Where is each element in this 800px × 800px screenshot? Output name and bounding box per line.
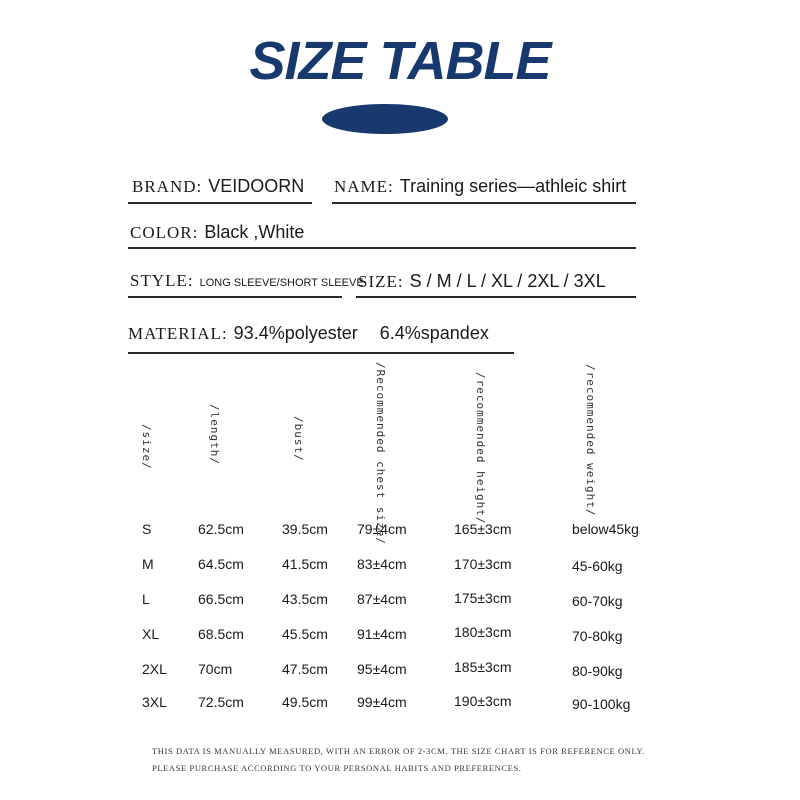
table-cell-length: 62.5cm xyxy=(198,521,244,537)
name-underline xyxy=(332,202,636,204)
style-field xyxy=(130,271,364,291)
title-decoration-oval xyxy=(322,104,448,134)
table-cell-bust: 45.5cm xyxy=(282,626,328,642)
header-weight: /recommended weight/ xyxy=(584,364,597,517)
size-value: S / M / L / XL / 2XL / 3XL xyxy=(409,271,606,291)
table-cell-length: 66.5cm xyxy=(198,591,244,607)
material-field xyxy=(128,323,489,344)
table-cell-length: 68.5cm xyxy=(198,626,244,642)
material-label: MATERIAL: xyxy=(128,324,228,343)
header-chest-size: /Recommended chest size/ xyxy=(374,362,387,545)
size-field xyxy=(358,271,606,292)
size-underline xyxy=(356,296,636,298)
table-cell-size: S xyxy=(142,521,152,537)
color-value: Black ,White xyxy=(204,222,305,242)
table-cell-height: 170±3cm xyxy=(454,556,512,572)
table-cell-size: M xyxy=(142,556,154,572)
table-cell-height: 175±3cm xyxy=(454,590,512,606)
header-bust: /bust/ xyxy=(292,416,305,462)
table-cell-height: 165±3cm xyxy=(454,521,512,537)
table-cell-size: 3XL xyxy=(142,694,167,710)
style-value: LONG SLEEVE/SHORT SLEEVE xyxy=(199,277,364,289)
table-cell-chest: 87±4cm xyxy=(357,591,407,607)
table-cell-length: 64.5cm xyxy=(198,556,244,572)
table-cell-weight: 70-80kg xyxy=(572,628,623,644)
name-label: NAME: xyxy=(334,177,394,196)
material-underline xyxy=(128,352,514,354)
table-cell-weight: 45-60kg xyxy=(572,558,623,574)
disclaimer-line-1: THIS DATA IS MANUALLY MEASURED, WITH AN ERROR OF 2-3CM. THE SIZE CHART IS FOR REFERENCE ONLY. xyxy=(152,746,645,756)
table-cell-bust: 47.5cm xyxy=(282,661,328,677)
table-cell-weight: below45kg xyxy=(572,521,639,537)
table-cell-size: L xyxy=(142,591,150,607)
table-cell-chest: 95±4cm xyxy=(357,661,407,677)
color-field xyxy=(130,222,304,243)
material-value-polyester: 93.4%polyester xyxy=(233,323,358,343)
name-field xyxy=(334,176,626,197)
style-label: STYLE: xyxy=(130,271,194,290)
disclaimer-line-2: PLEASE PURCHASE ACCORDING TO YOUR PERSONAL HABITS AND PREFERENCES. xyxy=(152,763,522,773)
brand-underline xyxy=(128,202,312,204)
name-value: Training series—athleic shirt xyxy=(399,176,627,196)
header-height: /recommended height/ xyxy=(474,372,487,525)
color-label: COLOR: xyxy=(130,223,199,242)
table-cell-length: 70cm xyxy=(198,661,233,677)
table-cell-size: XL xyxy=(142,626,160,642)
table-cell-size: 2XL xyxy=(142,661,167,677)
brand-value: VEIDOORN xyxy=(208,176,305,196)
table-cell-weight: 90-100kg xyxy=(572,696,631,712)
header-size: /size/ xyxy=(140,424,153,470)
brand-label: BRAND: xyxy=(132,177,203,196)
brand-field xyxy=(132,176,304,197)
table-cell-chest: 79±4cm xyxy=(357,521,407,537)
table-cell-weight: 60-70kg xyxy=(572,593,623,609)
page-title: SIZE TABLE xyxy=(249,31,551,91)
table-cell-length: 72.5cm xyxy=(198,694,244,710)
size-label: SIZE: xyxy=(358,272,404,291)
table-cell-bust: 39.5cm xyxy=(282,521,328,537)
table-cell-height: 180±3cm xyxy=(454,624,512,640)
table-cell-chest: 91±4cm xyxy=(357,626,407,642)
table-cell-bust: 43.5cm xyxy=(282,591,328,607)
table-cell-bust: 41.5cm xyxy=(282,556,328,572)
table-cell-bust: 49.5cm xyxy=(282,694,328,710)
table-cell-weight: 80-90kg xyxy=(572,663,623,679)
table-cell-height: 190±3cm xyxy=(454,693,512,709)
table-cell-chest: 83±4cm xyxy=(357,556,407,572)
table-cell-height: 185±3cm xyxy=(454,659,512,675)
header-length: /length/ xyxy=(208,404,221,465)
material-value-spandex: 6.4%spandex xyxy=(379,323,489,343)
table-cell-chest: 99±4cm xyxy=(357,694,407,710)
style-underline xyxy=(128,296,342,298)
color-underline xyxy=(128,247,636,249)
